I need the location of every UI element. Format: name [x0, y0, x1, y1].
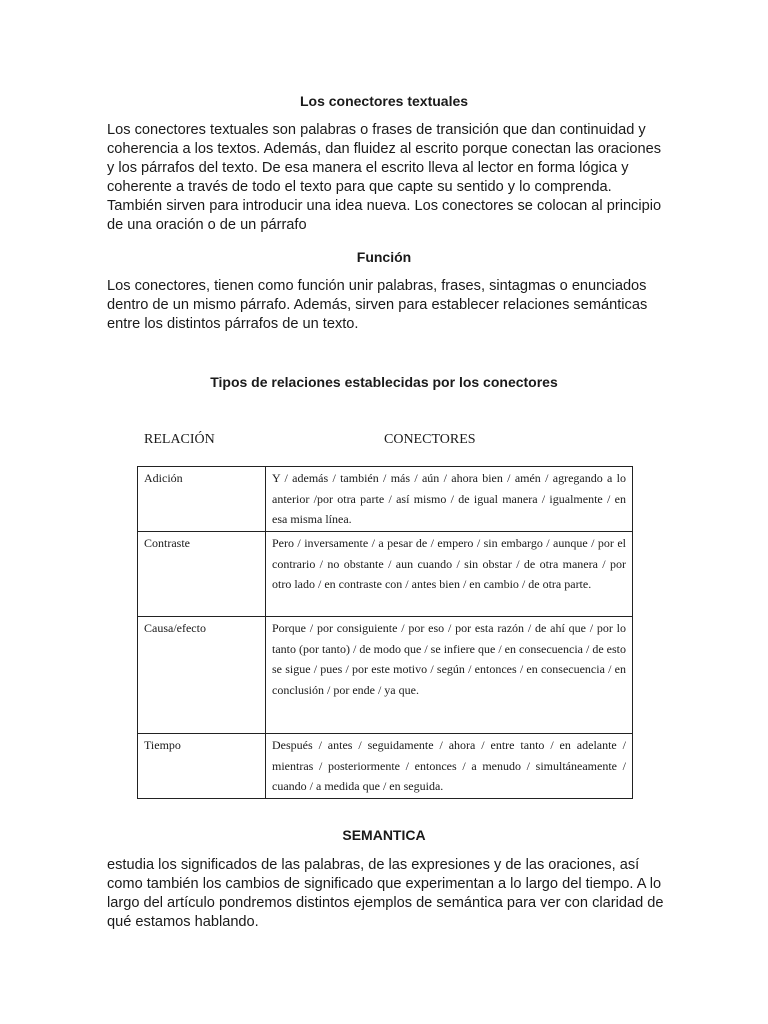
- funcion-heading: Función: [356, 249, 412, 265]
- tipos-heading: Tipos de relaciones establecidas por los conectores: [210, 374, 558, 390]
- column-header-conectores: CONECTORES: [384, 432, 476, 447]
- connectors-cell: Después / antes / seguidamente / ahora / entre tanto / en adelante / mientras / posteriormente / entonces / a menudo / simultáneamente / cuando / a medida que / en seguida.: [266, 734, 633, 799]
- relation-cell: Adición: [138, 467, 266, 532]
- funcion-paragraph: Los conectores, tienen como función unir palabras, frases, sintagmas o enunciados dentro de un mismo párrafo. Además, sirven para establecer relaciones semánticas entre los distintos párrafos de un texto.: [107, 278, 648, 332]
- semantica-heading: SEMANTICA: [342, 827, 426, 843]
- relation-cell: Causa/efecto: [138, 617, 266, 734]
- column-header-relacion: RELACIÓN: [144, 432, 215, 447]
- page-title: Los conectores textuales: [299, 93, 469, 109]
- table-header: [137, 428, 633, 466]
- connectors-cell: Porque / por consiguiente / por eso / por esta razón / de ahí que / por lo tanto (por tanto) / de modo que / se infiere que / en consecuencia / de esto se sigue / pues / por este motivo / según / entonces / en consecuencia / en conclusión / por ende / ya que.: [266, 617, 633, 734]
- semantica-paragraph: estudia los significados de las palabras, de las expresiones y de las oraciones, así como también los cambios de significado que experimentan a lo largo del tiempo. A lo largo del artículo pondremos distintos ejemplos de semántica para ver con claridad de qué estamos hablando.: [107, 857, 664, 930]
- connectors-table: [137, 466, 633, 799]
- connectors-cell: Y / además / también / más / aún / ahora bien / amén / agregando a lo anterior /por otra parte / así mismo / de igual manera / igualmente / en esa misma línea.: [266, 467, 633, 532]
- table-row: [138, 467, 633, 532]
- table-row: [138, 734, 633, 799]
- relation-cell: Contraste: [138, 532, 266, 617]
- table-row: [138, 617, 633, 734]
- connectors-cell: Pero / inversamente / a pesar de / empero / sin embargo / aunque / por el contrario / no obstante / aun cuando / sin obstar / de otra manera / por otro lado / en contraste con / antes bien / en cambio / de otra parte.: [266, 532, 633, 617]
- connectors-table-section: [137, 428, 633, 799]
- table-row: [138, 532, 633, 617]
- relation-cell: Tiempo: [138, 734, 266, 799]
- intro-paragraph: Los conectores textuales son palabras o frases de transición que dan continuidad y coherencia a los textos. Además, dan fluidez al escrito porque conectan las oraciones y los párrafos del texto. De esa manera el escrito lleva al lector en forma lógica y coherente a través de todo el texto para que capte su sentido y lo comprenda. También sirven para introducir una idea nueva. Los conectores se colocan al principio de una oración o de un párrafo: [107, 122, 662, 233]
